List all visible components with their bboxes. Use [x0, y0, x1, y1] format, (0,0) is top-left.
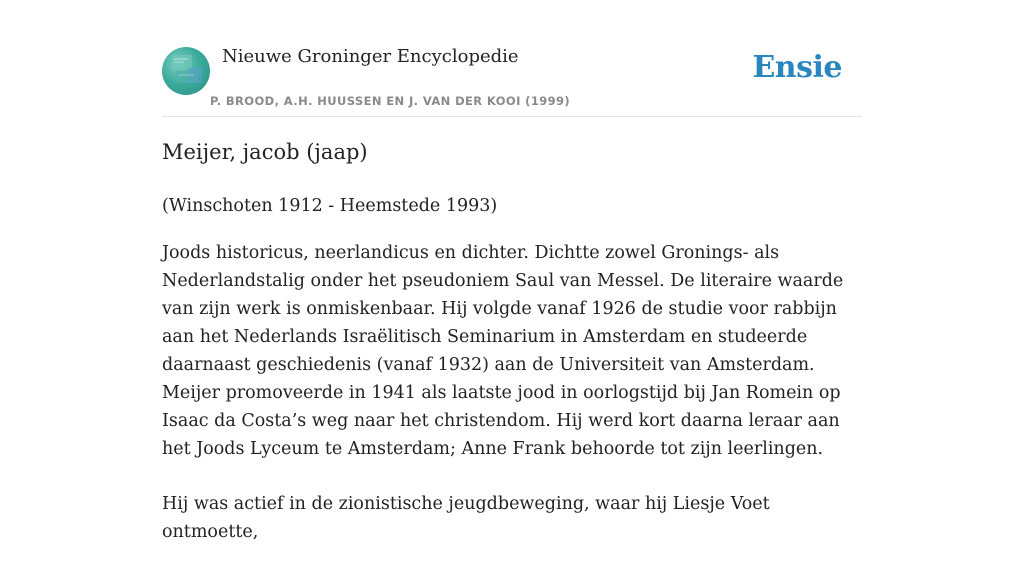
entry-dates: (Winschoten 1912 - Heemstede 1993) — [162, 196, 498, 216]
source-title[interactable]: Nieuwe Groninger Encyclopedie — [222, 46, 519, 67]
source-authors: P. BROOD, A.H. HUUSSEN EN J. VAN DER KOOI (1999) — [210, 94, 571, 108]
entry-body — [162, 239, 862, 573]
entry-title: Meijer, jacob (jaap) — [162, 140, 368, 164]
entry-paragraph: Joods historicus, neerlandicus en dichter. Dichtte zowel Gronings- als Nederlandstalig onder het pseudoniem Saul van Messel. De literaire waarde van zijn werk is onmiskenbaar. Hij volgde vanaf 1926 de studie voor rabbijn aan het Nederlands Israëlitisch Seminarium in Amsterdam en studeerde daarnaast geschiedenis (vanaf 1932) aan de Universiteit van Amsterdam. Meijer promoveerde in 1941 als laatste jood in oorlogstijd bij Jan Romein op Isaac da Costa’s weg naar het christendom. Hij werd kort daarna leraar aan het Joods Lyceum te Amsterdam; Anne Frank behoorde tot zijn leerlingen. — [162, 243, 844, 459]
book-cover-image[interactable] — [162, 47, 210, 95]
source-header — [162, 0, 862, 117]
page-container — [162, 0, 862, 542]
entry-paragraph: Hij was actief in de zionistische jeugdbeweging, waar hij Liesje Voet ontmoette, — [162, 494, 770, 542]
ensie-logo[interactable]: Ensie — [752, 50, 842, 85]
